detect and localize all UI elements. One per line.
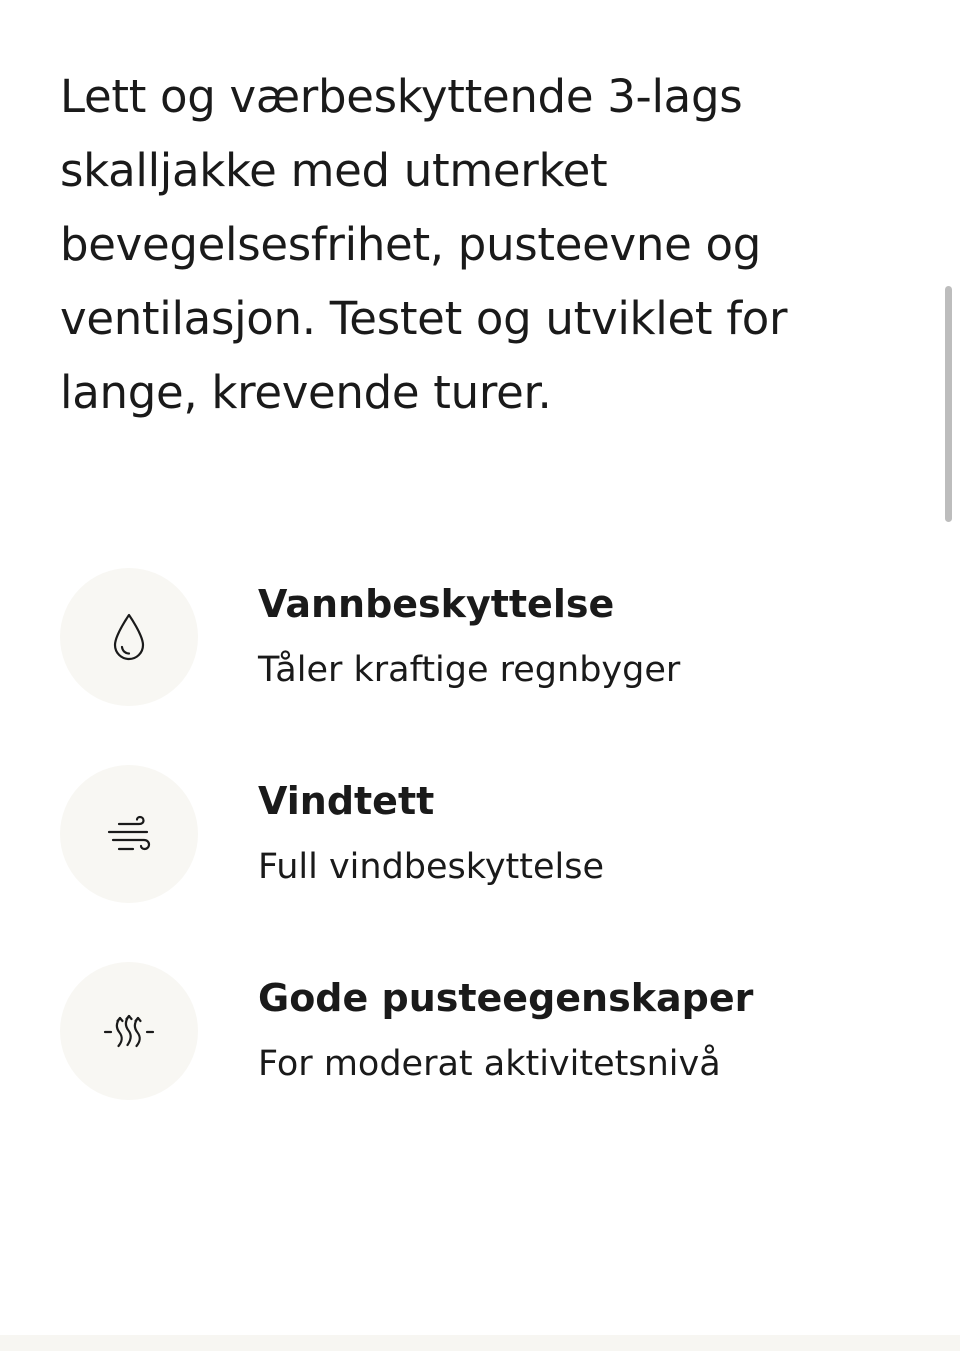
feature-list [60, 568, 920, 1159]
feature-item-windproof [60, 765, 920, 903]
feature-icon-circle [60, 765, 198, 903]
feature-title: Gode pusteegenskaper [258, 976, 754, 1020]
feature-subtitle: For moderat aktivitetsnivå [258, 1044, 721, 1084]
feature-item-water-protection [60, 568, 920, 706]
water-drop-icon [89, 597, 169, 677]
product-description: Lett og værbeskyttende 3-lags skalljakke med utmerket bevegelsesfrihet, pusteevne og ventilasjon. Testet og utviklet for lange, krevende turer. [60, 70, 788, 419]
feature-subtitle: Full vindbeskyttelse [258, 847, 605, 887]
feature-title: Vannbeskyttelse [258, 582, 615, 626]
feature-icon-circle [60, 962, 198, 1100]
wind-icon [89, 794, 169, 874]
breathability-icon [89, 991, 169, 1071]
feature-icon-circle [60, 568, 198, 706]
feature-subtitle: Tåler kraftige regnbyger [258, 650, 681, 690]
feature-title: Vindtett [258, 779, 435, 823]
feature-item-breathability [60, 962, 920, 1100]
bottom-divider [0, 1335, 960, 1351]
scrollbar-thumb[interactable] [945, 286, 952, 522]
